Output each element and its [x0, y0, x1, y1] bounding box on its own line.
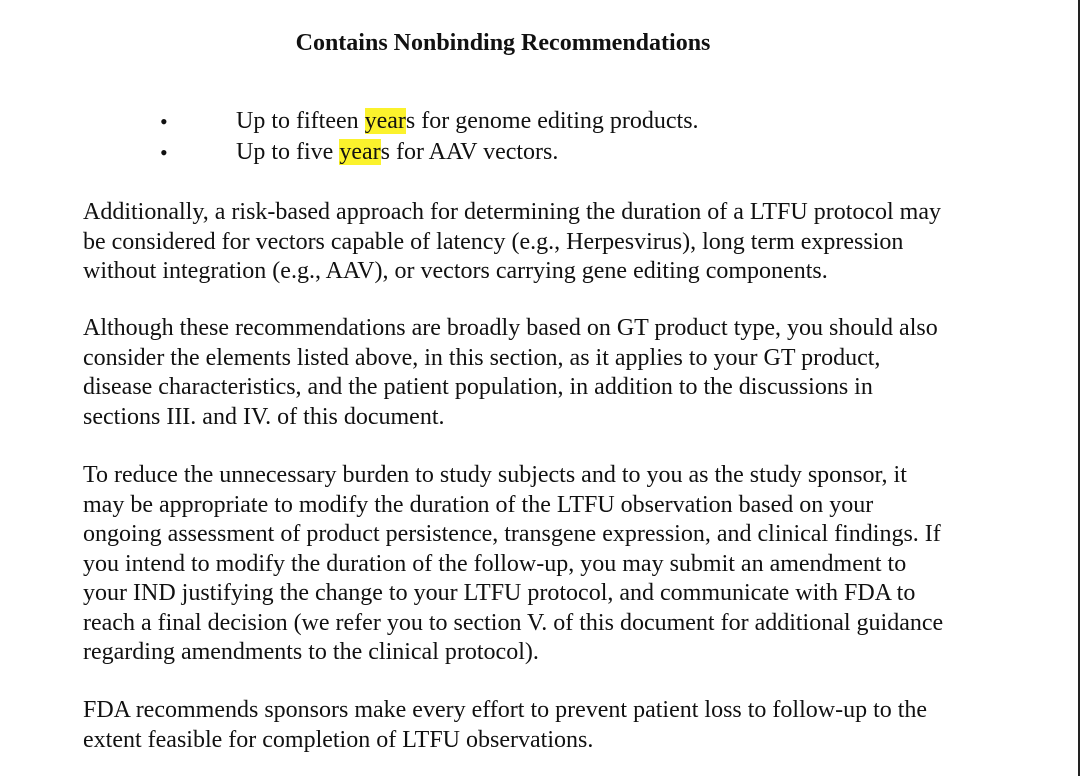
- bullet-text: [236, 137, 558, 168]
- paragraph-risk-based-approach: [83, 198, 1023, 287]
- paragraph-line: regarding amendments to the clinical protocol).: [83, 639, 539, 665]
- highlighted-word: year: [364, 108, 406, 134]
- paragraph-fda-recommends: [83, 696, 1023, 755]
- bullet-text-after: s for AAV vectors.: [380, 139, 559, 165]
- paragraph-product-type: [83, 314, 1023, 432]
- paragraph-line: Although these recommendations are broadly based on GT product type, you should also: [83, 315, 938, 341]
- bullet-item: [0, 106, 1040, 137]
- paragraph-line: you intend to modify the duration of the follow-up, you may submit an amendment to: [83, 550, 907, 577]
- paragraph-line: disease characteristics, and the patient population, in addition to the discussions in: [83, 374, 873, 400]
- bullet-text-after: s for genome editing products.: [405, 108, 699, 134]
- paragraph-line: consider the elements listed above, in this section, as it applies to your GT product,: [83, 344, 881, 371]
- paragraph-line: FDA recommends sponsors make every effort to prevent patient loss to follow-up to the: [83, 697, 928, 723]
- bullet-dot-icon: •: [160, 109, 168, 134]
- bullet-item: [0, 137, 1040, 168]
- paragraph-line: reach a final decision (we refer you to section V. of this document for additional guidance: [83, 609, 944, 636]
- paragraph-line: may be appropriate to modify the duration of the LTFU observation based on your: [83, 491, 874, 518]
- highlighted-word: year: [339, 139, 381, 165]
- paragraph-line: extent feasible for completion of LTFU observations.: [83, 726, 594, 753]
- bullet-list: [0, 106, 1040, 168]
- paragraph-line: without integration (e.g., AAV), or vectors carrying gene editing components.: [83, 258, 828, 284]
- bullet-text-before: Up to fifteen: [236, 108, 365, 134]
- paragraph-line: ongoing assessment of product persistence, transgene expression, and clinical findings. If: [83, 521, 941, 547]
- page-header: Contains Nonbinding Recommendations: [295, 30, 711, 56]
- paragraph-line: your IND justifying the change to your LTFU protocol, and communicate with FDA to: [83, 580, 916, 606]
- paragraph-line: Additionally, a risk-based approach for determining the duration of a LTFU protocol may: [83, 199, 941, 225]
- paragraph-line: sections III. and IV. of this document.: [83, 403, 445, 430]
- bullet-text: [236, 106, 699, 137]
- bullet-text-before: Up to five: [236, 139, 340, 165]
- paragraph-reduce-burden: [83, 461, 1023, 668]
- bullet-dot-icon: •: [160, 140, 168, 165]
- paragraph-line: To reduce the unnecessary burden to study subjects and to you as the study sponsor, it: [83, 462, 907, 488]
- paragraph-line: be considered for vectors capable of latency (e.g., Herpesvirus), long term expression: [83, 228, 904, 255]
